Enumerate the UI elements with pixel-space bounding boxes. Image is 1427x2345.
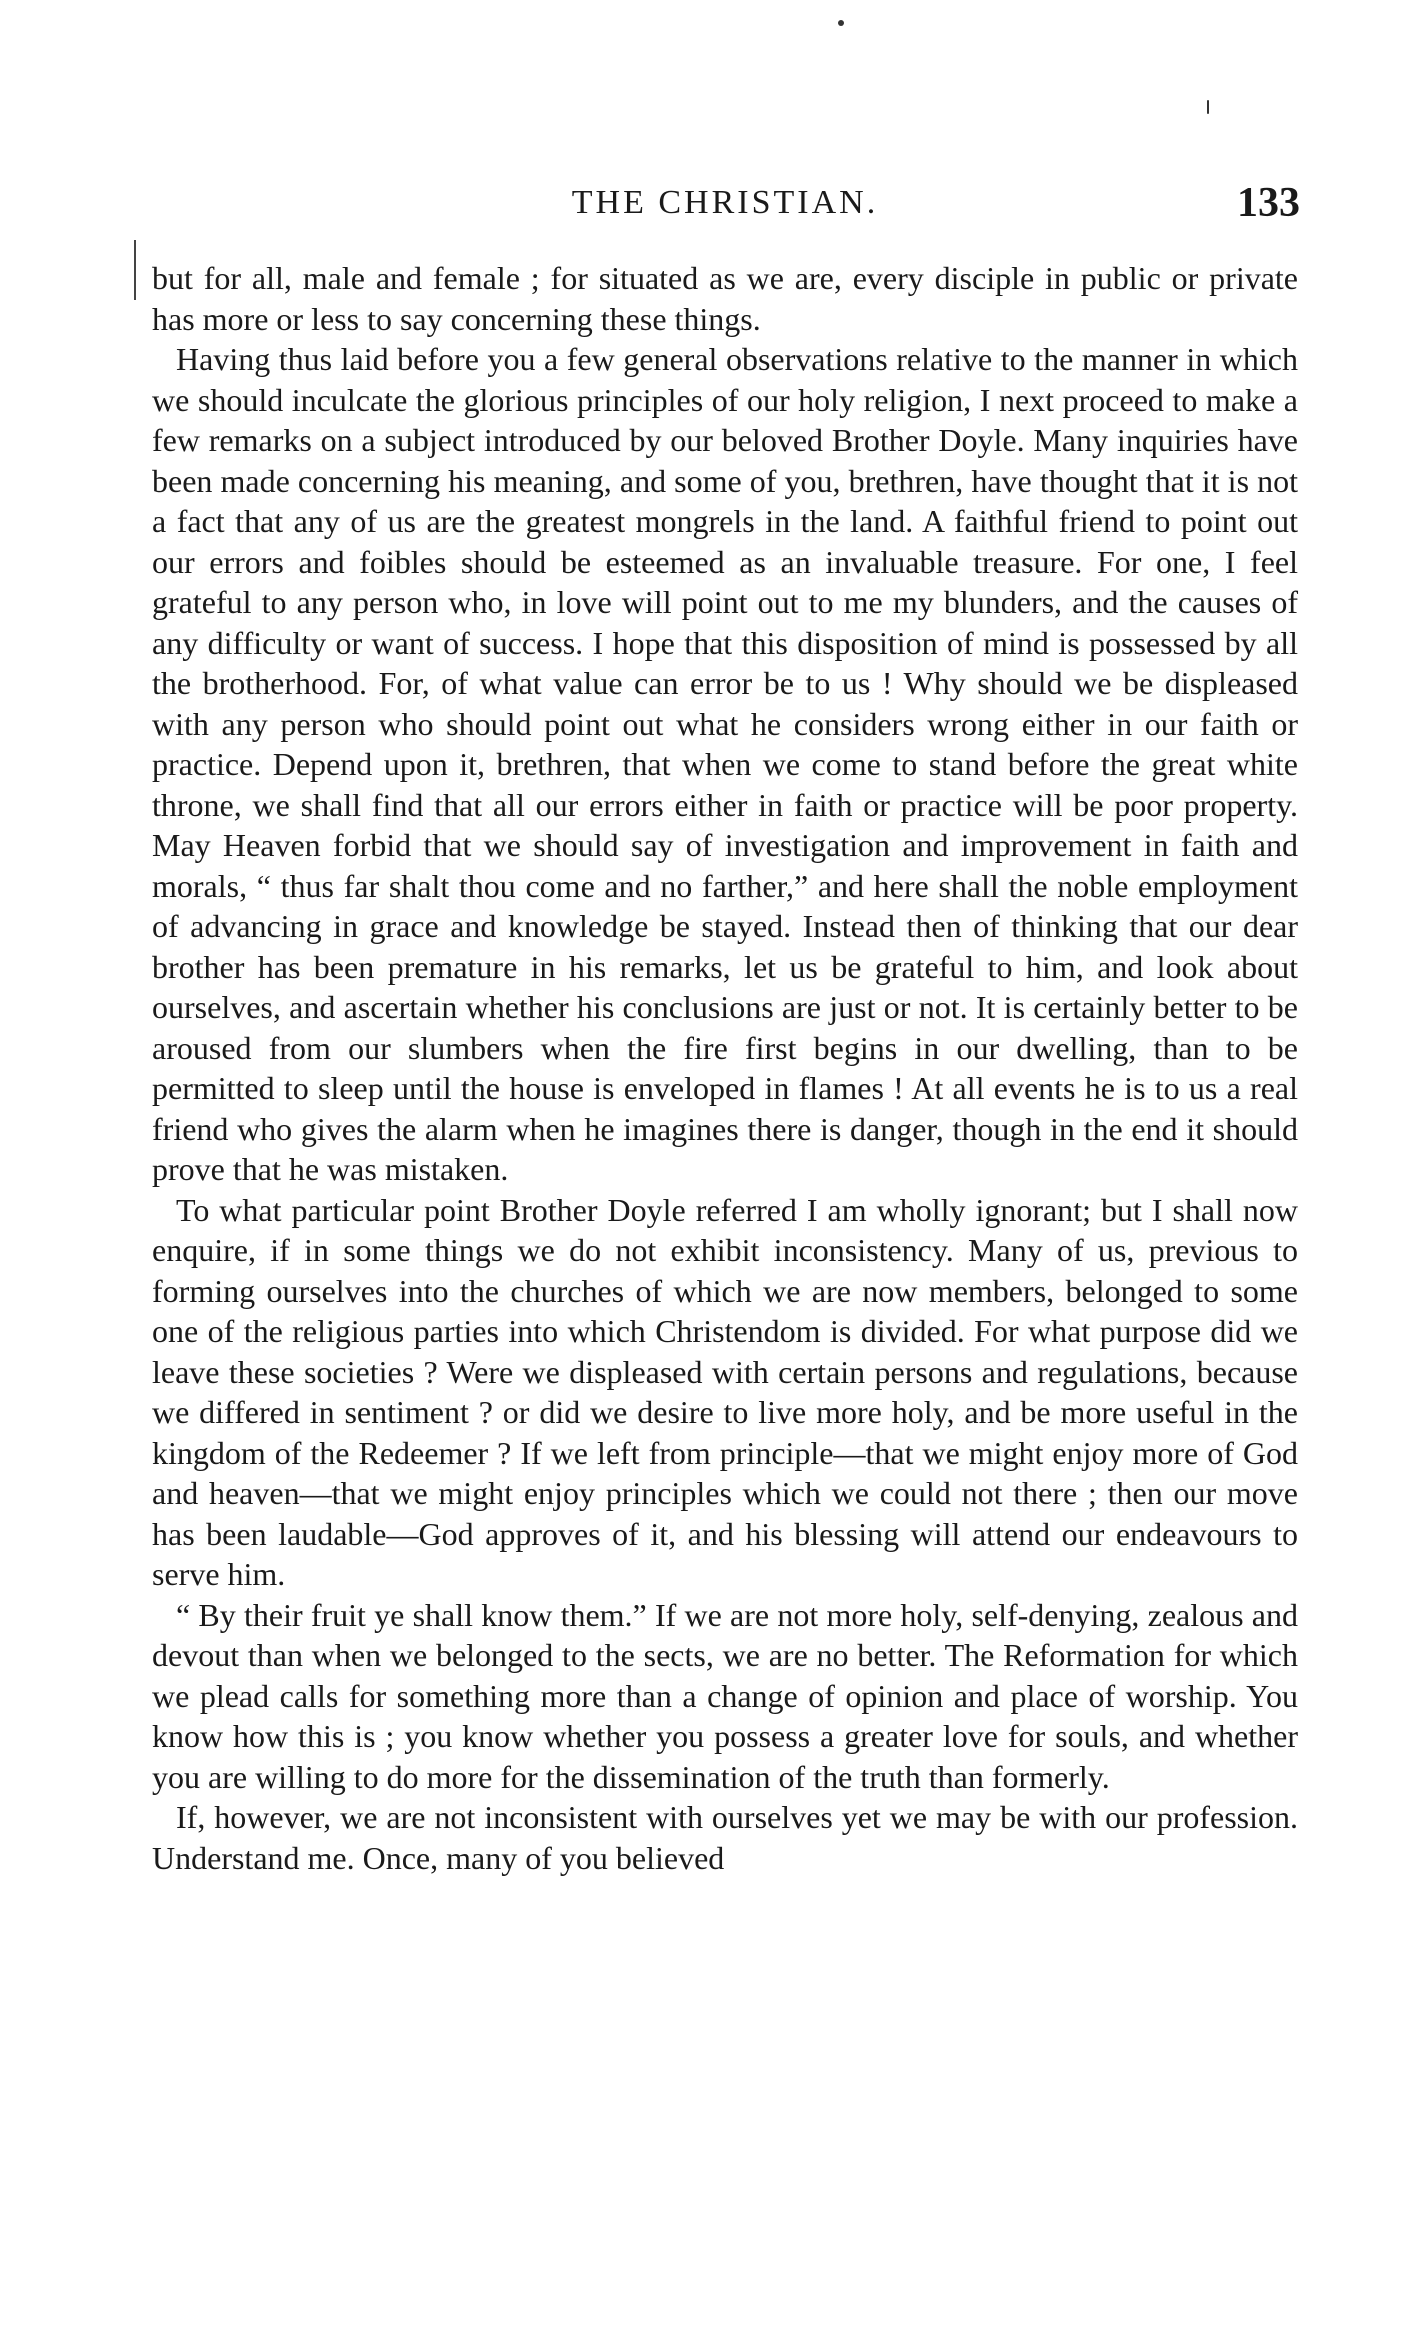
ink-speck [1207,100,1209,114]
running-title: THE CHRISTIAN. [571,184,879,221]
margin-mark [134,240,136,300]
ink-speck [838,20,844,26]
paragraph: Having thus laid before you a few general observations relative to the manner in which we should inculcate the glorious principles of our holy religion, I next proceed to make a few remarks on a subject introduced by our beloved Brother Doyle. Many inquiries have been made concerning his meaning, and some of you, brethren, have thought that it is not a fact that any of us are the greatest mongrels in the land. A faithful friend to point out our errors and foibles should be esteemed as an invaluable treasure. For one, I feel grateful to any person who, in love will point out to me my blunders, and the causes of any difficulty or want of success. I hope that this disposition of mind is possessed by all the brotherhood. For, of what value can error be to us ! Why should we be displeased with any person who should point out what he considers wrong either in our faith or practice. Depend upon it, brethren, that when we come to stand before the great white throne, we shall find that all our errors either in faith or practice will be poor property. May Heaven forbid that we should say of investigation and improvement in faith and morals, “ thus far shalt thou come and no farther,” and here shall the noble employment of advancing in grace and knowledge be stayed. Instead then of thinking that our dear brother has been premature in his remarks, let us be grateful to him, and look about ourselves, and ascertain whether his conclusions are just or not. It is certainly better to be aroused from our slumbers when the fire first begins in our dwelling, than to be permitted to sleep until the house is enveloped in flames ! At all events he is to us a real friend who gives the alarm when he imagines there is danger, though in the end it should prove that he was mistaken. [152,341,1298,1187]
body-text [152,258,1298,1878]
paragraph: but for all, male and female ; for situated as we are, every disciple in public or private has more or less to say concerning these things. [152,260,1298,337]
paragraph: “ By their fruit ye shall know them.” If we are not more holy, self-denying, zealous and devout than when we belonged to the sects, we are no better. The Reformation for which we plead calls for something more than a change of opinion and place of worship. You know how this is ; you know whether you possess a greater love for souls, and whether you are willing to do more for the dissemination of the truth than formerly. [152,1596,1298,1795]
paragraph: To what particular point Brother Doyle referred I am wholly ignorant; but I shall now enquire, if in some things we do not exhibit inconsistency. Many of us, previous to forming ourselves into the churches of which we are now members, belonged to some one of the religious parties into which Christendom is divided. For what purpose did we leave these societies ? Were we displeased with certain persons and regulations, because we differed in sentiment ? or did we desire to live more holy, and be more useful in the kingdom of the Redeemer ? If we left from principle—that we might enjoy more of God and heaven—that we might enjoy principles which we could not there ; then our move has been laudable—God approves of it, and his blessing will attend our endeavours to serve him. [152,1191,1298,1592]
paragraph: If, however, we are not inconsistent with ourselves yet we may be with our profession. Understand me. Once, many of you believed [152,1799,1298,1876]
page-number: 133 [1237,180,1300,226]
running-head [150,178,1300,228]
